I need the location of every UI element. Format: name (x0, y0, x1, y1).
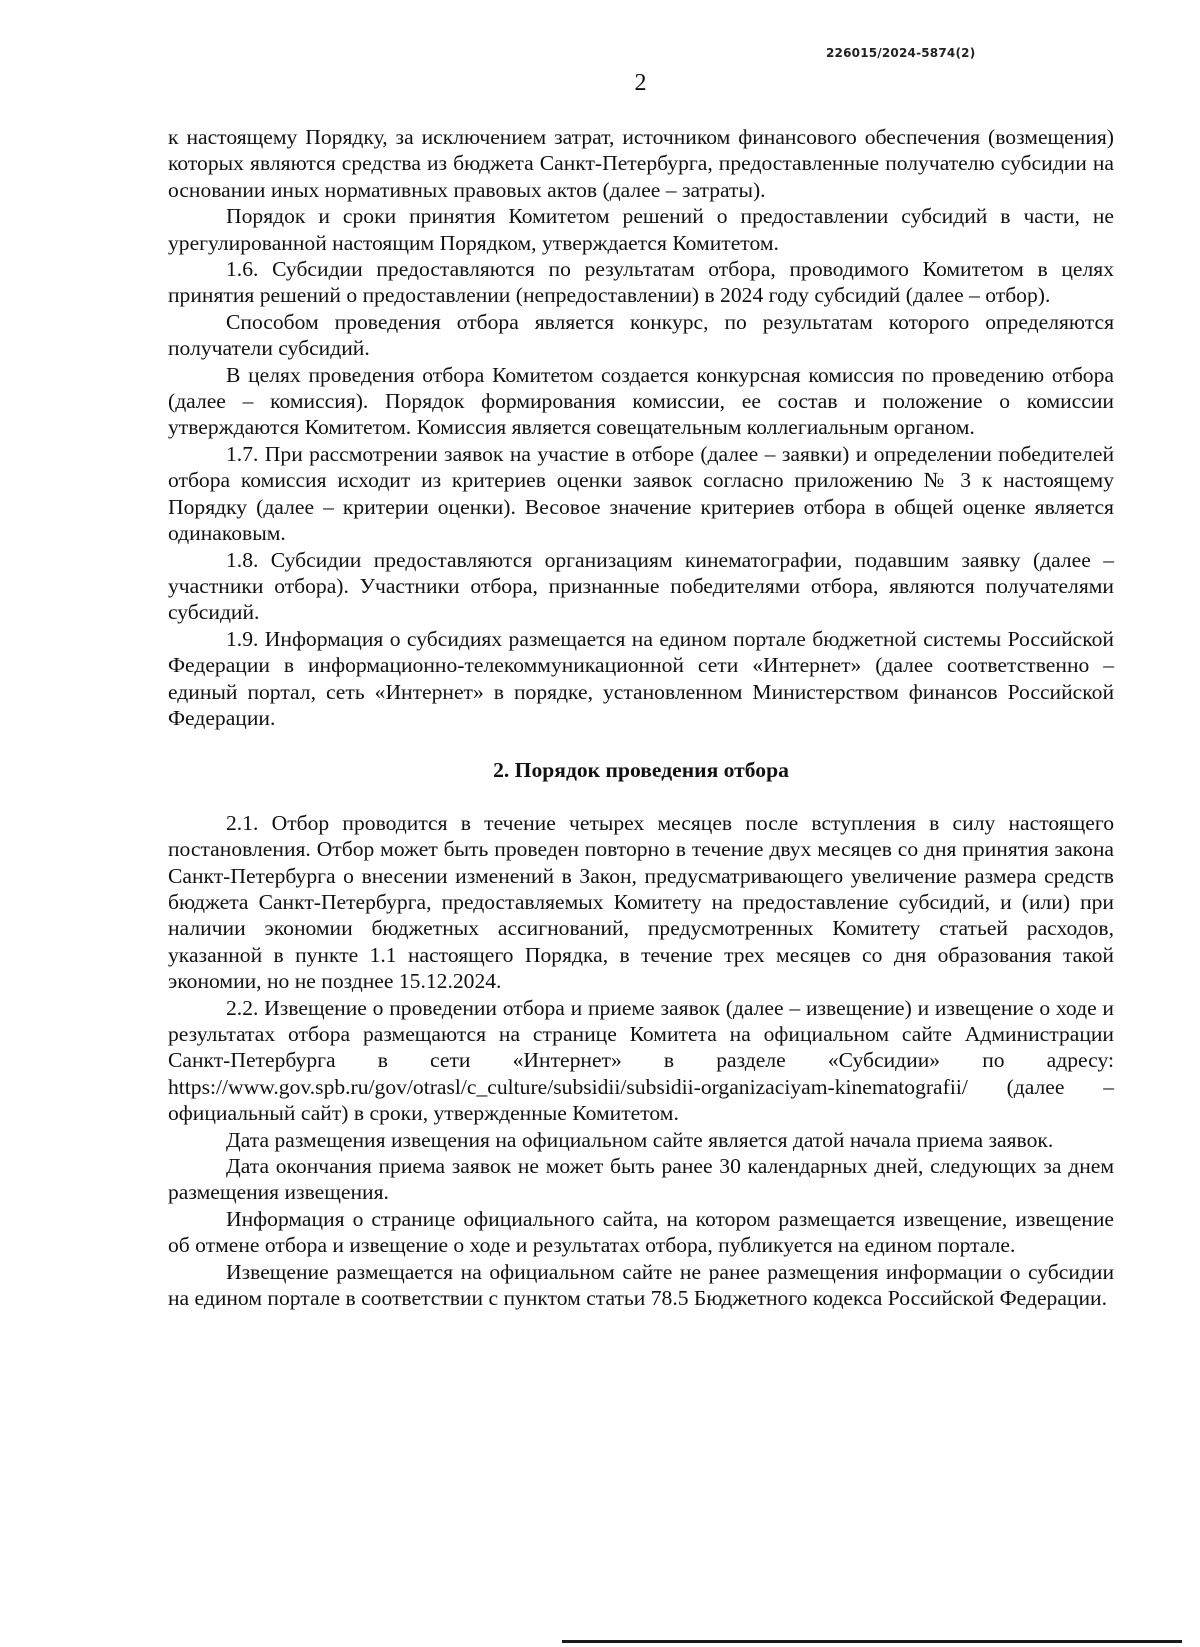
section-heading: 2. Порядок проведения отбора (493, 758, 789, 783)
paragraph: Дата окончания приема заявок не может быть ранее 30 календарных дней, следующих за днем размещения извещения. (168, 1154, 1114, 1205)
document-body (168, 124, 1114, 1311)
page-number: 2 (634, 70, 647, 96)
paragraph: 1.7. При рассмотрении заявок на участие в отборе (далее – заявки) и определении победителей отбора комиссия исходит из критериев оценки заявок согласно приложению № 3 к настоящему Порядку (далее – критерии оценки). Весовое значение критериев отбора в общей оценке является одинаковым. (168, 441, 1114, 546)
paragraph: 1.6. Субсидии предоставляются по результатам отбора, проводимого Комитетом в целях принятия решений о предоставлении (непредоставлении) в 2024 году субсидий (далее – отбор). (168, 257, 1114, 308)
paragraph: 1.9. Информация о субсидиях размещается на едином портале бюджетной системы Российской Федерации в информационно-телекоммуникационной сети «Интернет» (далее соответственно – единый портал, сеть «Интернет» в порядке, установленном Министерством финансов Российской Федерации. (168, 626, 1114, 730)
paragraph: 2.2. Извещение о проведении отбора и приеме заявок (далее – извещение) и извещение о ходе и результатах отбора размещаются на странице Комитета на официальном сайте Администрации Санкт-Петербурга в сети «Интернет» в разделе «Субсидии» по адресу: https://www.gov.spb.ru/gov/otrasl/c_culture/subsidii/subsidii-organizaciyam-kinematografii/ (далее – официальный сайт) в сроки, утвержденные Комитетом. (168, 995, 1114, 1126)
paragraph: В целях проведения отбора Комитетом создается конкурсная комиссия по проведению отбора (далее – комиссия). Порядок формирования комиссии, ее состав и положение о комиссии утверждаются Комитетом. Комиссия является совещательным коллегиальным органом. (168, 362, 1114, 440)
bottom-divider (562, 1640, 1182, 1643)
paragraph: 2.1. Отбор проводится в течение четырех месяцев после вступления в силу настоящего постановления. Отбор может быть проведен повторно в течение двух месяцев со дня принятия закона Санкт-Петербурга о внесении изменений в Закон, предусматривающего увеличение размера средств бюджета Санкт-Петербурга, предоставляемых Комитету на предоставление субсидий, и (или) при наличии экономии бюджетных ассигнований, предусмотренных Комитету статьей расходов, указанной в пункте 1.1 настоящего Порядка, в течение трех месяцев со дня образования такой экономии, но не позднее 15.12.2024. (168, 810, 1114, 994)
paragraph: Порядок и сроки принятия Комитетом решений о предоставлении субсидий в части, не урегулированной настоящим Порядком, утверждается Комитетом. (168, 204, 1114, 255)
paragraph: Способом проведения отбора является конкурс, по результатам которого определяются получатели субсидий. (168, 309, 1114, 361)
paragraph: 1.8. Субсидии предоставляются организациям кинематографии, подавшим заявку (далее – участники отбора). Участники отбора, признанные победителями отбора, являются получателями субсидий. (168, 547, 1114, 625)
document-id: 226015/2024-5874(2) (826, 46, 976, 60)
paragraph: Информация о странице официального сайта, на котором размещается извещение, извещение об отмене отбора и извещение о ходе и результатах отбора, публикуется на едином портале. (168, 1206, 1114, 1258)
paragraph: Извещение размещается на официальном сайте не ранее размещения информации о субсидии на едином портале в соответствии с пунктом статьи 78.5 Бюджетного кодекса Российской Федерации. (168, 1259, 1114, 1311)
paragraph: к настоящему Порядку, за исключением затрат, источником финансового обеспечения (возмещения) которых являются средства из бюджета Санкт-Петербурга, предоставленные получателю субсидии на основании иных нормативных правовых актов (далее – затраты). (168, 125, 1114, 202)
paragraph: Дата размещения извещения на официальном сайте является датой начала приема заявок. (226, 1127, 1054, 1152)
